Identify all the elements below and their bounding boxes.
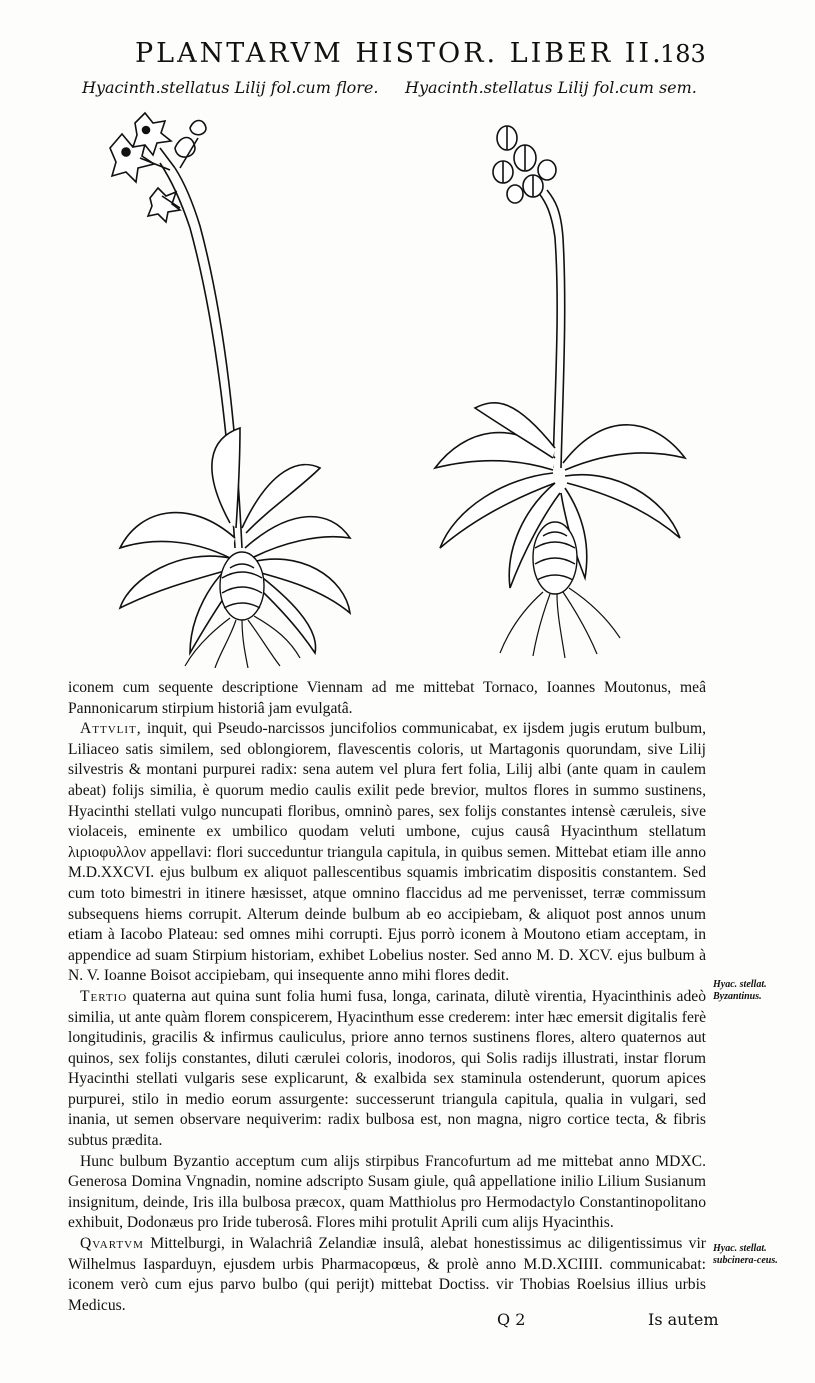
paragraph-byzantio: Hunc bulbum Byzantio acceptum cum alijs stirpibus Francofurtum ad me mittebat anno MDXC. Generosa Domina Vngnadin, nomine adscripto Susam giule, quâ appellatione inilio Lilium Susianum insignitum, deinde, Iris illa bulbosa præcox, quam Matthiolus pro Hermodactylo Constantinopolitano exhibuit, Dodonæus pro Iride tuberosâ. Flores mihi protulit Aprili cum alijs Hyacinthis. — [68, 1152, 706, 1232]
page-number: 183 — [660, 40, 706, 68]
margin-note-subcineraceus: Hyac. stellat. subcinera-ceus. — [713, 1243, 778, 1266]
lead-word: Attvlit, — [80, 720, 142, 738]
seed-head — [493, 126, 556, 203]
running-title: PLANTARVM HISTOR. LIBER II. — [135, 38, 664, 69]
paragraph-intro: iconem cum sequente descriptione Viennam ad me mittebat Tornaco, Ioannes Moutonus, meâ Pannonicarum stirpium historiâ jam evulgatâ. — [68, 679, 706, 717]
margin-note-byzantinus: Hyac. stellat. Byzantinus. — [713, 979, 767, 1002]
lead-word: Tertio — [80, 987, 128, 1005]
signature-mark: Q 2 — [497, 1310, 526, 1329]
paragraph-attulit — [68, 719, 706, 987]
paragraph-text: quaterna aut quina sunt folia humi fusa, longa, carinata, dilutè virentia, Hyacinthinis adeò similia, ut ante quàm florem conspicerem, Hyacinthum esse crederem: inter hæc emersit digitalis ferè longitudinis, gracilis & infirmus cauliculus, priore anno ternos sustinens flores, altero quaternos aut quinos, sex folijs constantes, diluti cærulei coloris, inodoros, qui Solis radijs illustrati, instar florum Hyacinthi stellati vulgaris sese explicarunt, & exalbida sex staminula ostenderunt, quorum apices purpurei, stilo in medio eorum assurgente: successerunt triangula capitula, qualia in vulgari, sed inania, ut semen observare nequiverim: radix bulbosa est, non magna, nigro cortice tecta, & fibris subtus prædita. — [68, 987, 706, 1150]
flower-head — [110, 113, 206, 222]
lead-word: Qvartvm — [80, 1235, 144, 1253]
figure-caption-left: Hyacinth.stellatus Lilij fol.cum flore. — [82, 78, 379, 97]
paragraph-text: inquit, qui Pseudo-narcissos juncifolios communicabat, ex ijsdem jugis erutum bulbum, Liliaceo satis similem, sed oblongiorem, flavescentis coloris, ut Martagonis quorundam, sive Lilij silvestris & montani purpurei radix: sena autem vel plura fert folia, Lilij albi (ante quam in caulem abeat) folijs similia, è quorum medio caulis exilit pede brevior, multos flores in summo sustinens, Hyacinthi stellati vulgo nuncupati floribus, omninò pares, sex folijs constantes intensè cæruleis, sive violaceis, eminente ex umbilico quodam veluti umbone, cujus causâ Hyacinthum stellatum λιριοφυλλον appellavi: flori succeduntur triangula capitula, in quibus semen. Mittebat etiam ille anno M.D.XXCVI. ejus bulbum ex aliquot pallescentibus squamis imbricatim dispositis constantem. Sed cum toto bimestri in itinere hæsisset, atque omnino flaccidus ad me pervenisset, terræ commissum subsequens hiems corrupit. Alterum deinde bulbum ab eo accipiebam, & aliquot post annos unum etiam à Iacobo Plateau: sed omnes mihi corrupti. Ejus porrò iconem à Moutono etiam acceptam, in appendice ad suam Stirpium historiam, exhibet Lobelius noster. Sed anno M. D. XCV. ejus bulbum à N. V. Ioanne Boisot accipiebam, qui insequente anno mihi flores dedit. — [68, 720, 706, 985]
woodcut-flowering-hyacinth — [80, 108, 380, 668]
paragraph-quartum — [68, 1234, 706, 1316]
paragraph-tertio — [68, 987, 706, 1152]
paragraph-text: Mittelburgi, in Walachriâ Zelandiæ insulâ, alebat honestissimus ac diligentissimus vir Wilhelmus Iasparduyn, ejusdem urbis Pharmacopœus, & prolè anno M.D.XCIIII. communicabat: iconem verò cum ejus parvo bulbo (qui perijt) mittebat Doctiss. vir Thobias Roelsius illius urbis Medicus. — [68, 1235, 707, 1314]
woodcut-seeding-hyacinth — [415, 108, 715, 668]
figure-caption-right: Hyacinth.stellatus Lilij fol.cum sem. — [405, 78, 697, 97]
catchword: Is autem — [648, 1310, 719, 1329]
body-text — [68, 678, 706, 1316]
